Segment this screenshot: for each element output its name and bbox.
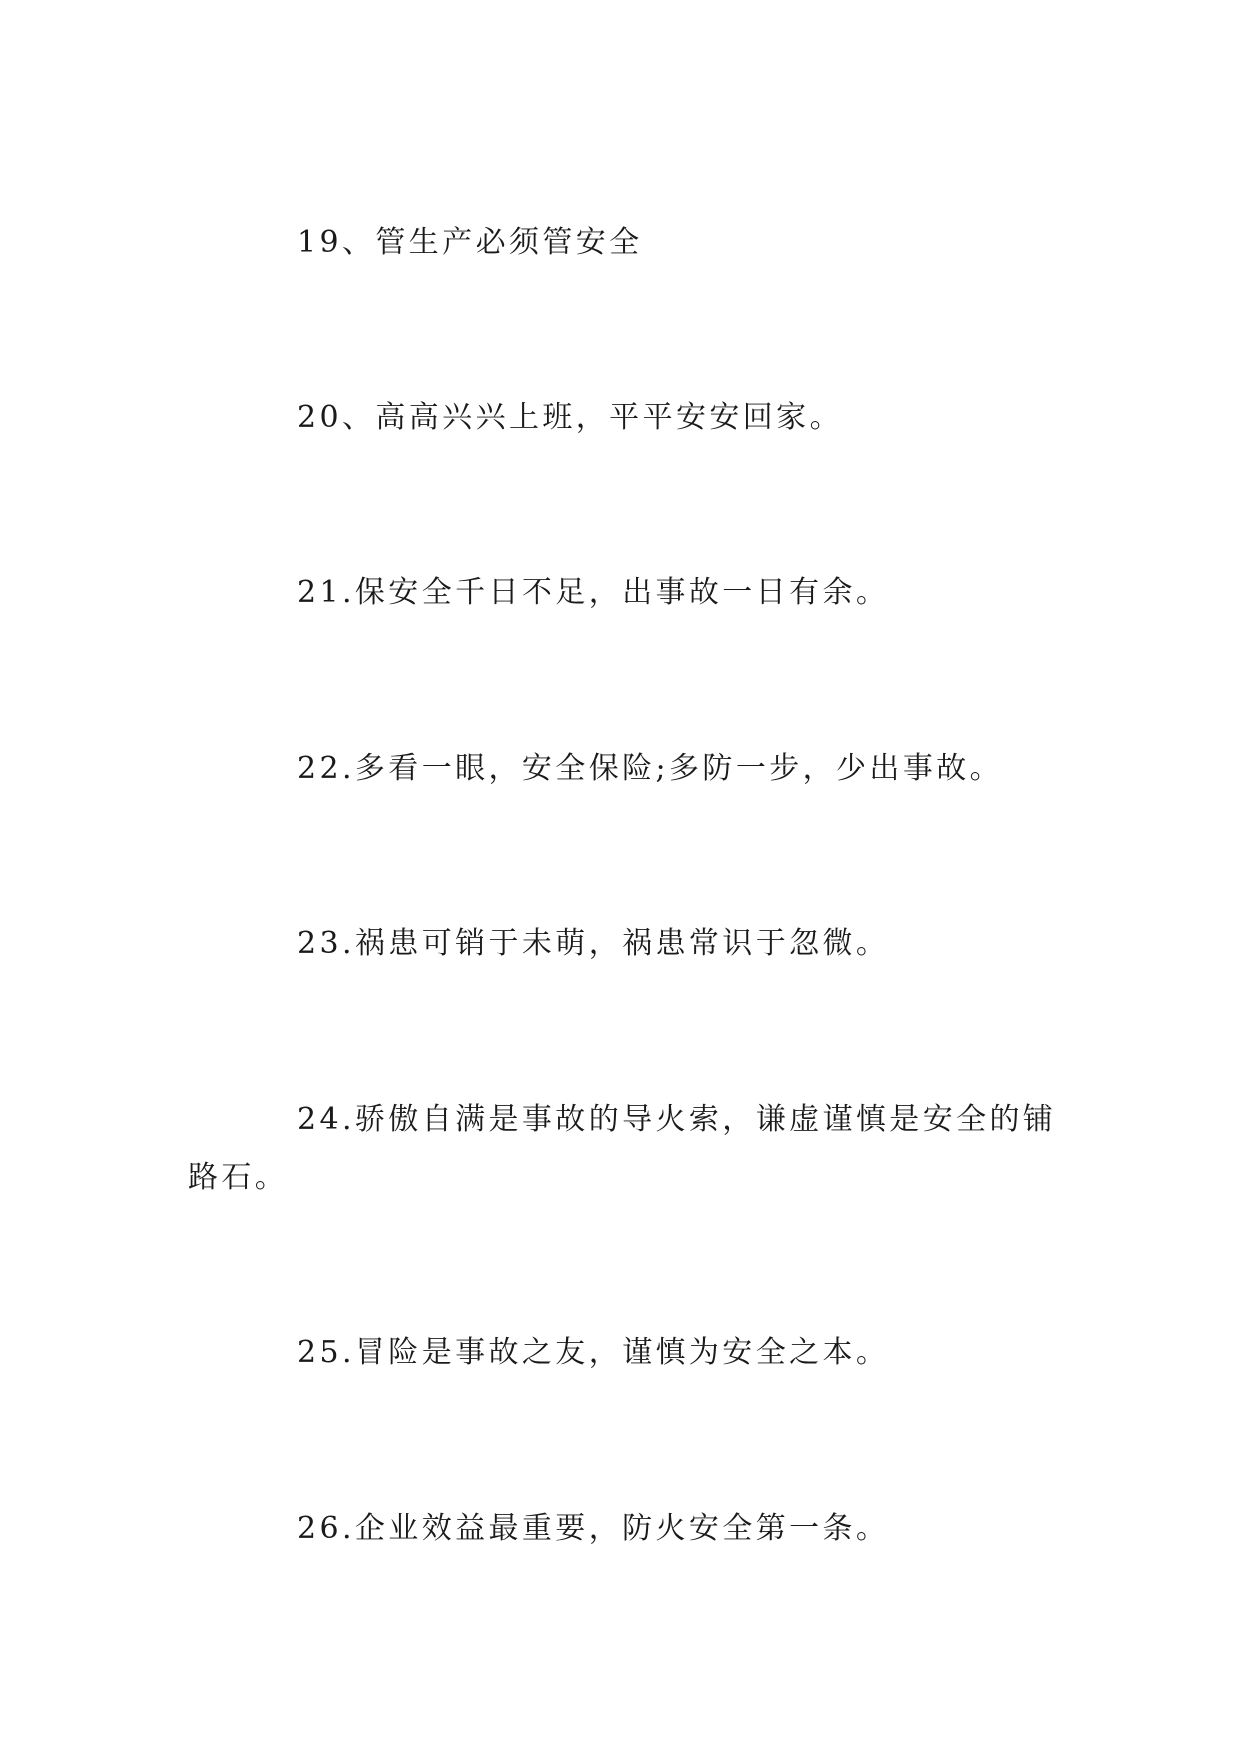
slogan-25: 25.冒险是事故之友，谨慎为安全之本。 xyxy=(297,1335,890,1370)
slogan-24: 24.骄傲自满是事故的导火索，谦虚谨慎是安全的铺路石。 xyxy=(188,1102,1057,1195)
slogan-21: 21.保安全千日不足，出事故一日有余。 xyxy=(297,575,890,610)
slogan-19: 19、管生产必须管安全 xyxy=(297,225,643,260)
slogan-20: 20、高高兴兴上班，平平安安回家。 xyxy=(297,400,843,435)
slogan-23: 23.祸患可销于未萌，祸患常识于忽微。 xyxy=(297,926,890,961)
slogan-22: 22.多看一眼，安全保险;多防一步，少出事故。 xyxy=(297,751,1004,786)
slogan-26: 26.企业效益最重要，防火安全第一条。 xyxy=(297,1511,890,1546)
